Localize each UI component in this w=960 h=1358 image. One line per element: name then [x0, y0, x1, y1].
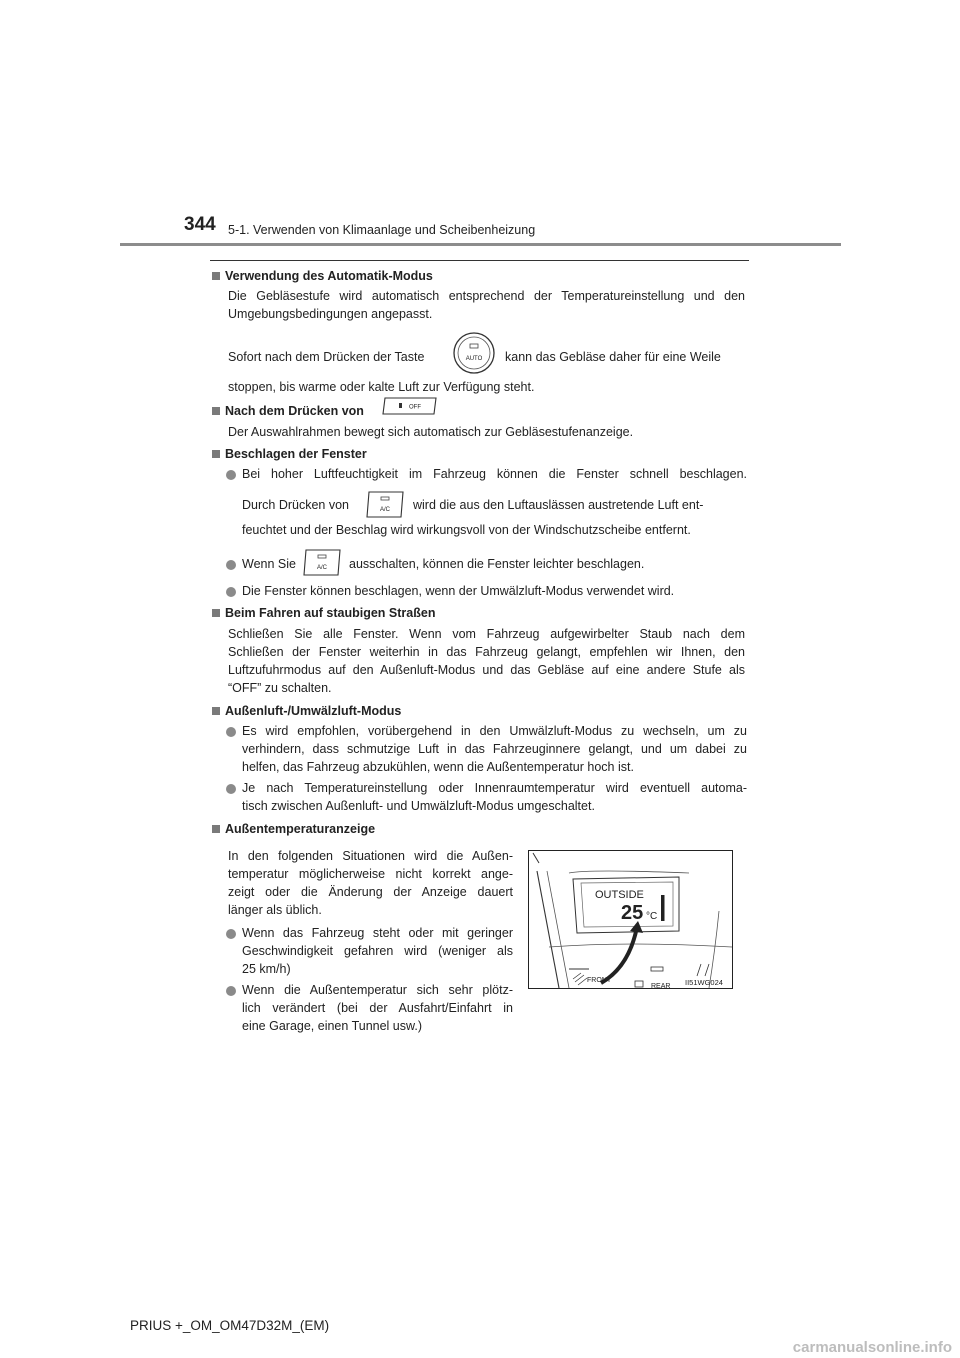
fog-text-2b: wird die aus den Luftauslässen austretende Luft ent-	[413, 498, 704, 512]
off-button-icon	[381, 395, 439, 417]
auto-button-icon	[452, 331, 496, 375]
ac-button-label: A/C	[379, 507, 391, 513]
header-divider	[120, 243, 841, 246]
heading-fog: Beschlagen der Fenster	[212, 446, 367, 464]
outside-temperature-figure	[528, 850, 733, 989]
figure-front-label: FRONT	[587, 977, 612, 984]
off-text: Der Auswahlrahmen bewegt sich automatisch zur Gebläsestufenanzeige.	[228, 425, 634, 439]
heading-off: Nach dem Drücken von	[212, 403, 364, 421]
dust-text-2: Schließen der Fenster weiterhin in das Fahrzeug gelangt, empfehlen wir Ihnen, den	[228, 645, 745, 659]
recirc-text-4: Je nach Temperatureinstellung oder Innenraumtemperatur wird eventuell automa-	[242, 781, 747, 795]
content-divider	[210, 260, 749, 261]
figure-rear-label: REAR	[651, 983, 671, 988]
heading-dust: Beim Fahren auf staubigen Straßen	[212, 605, 435, 623]
recirc-text-5: tisch zwischen Außenluft- und Umwälzluft-Modus umgeschaltet.	[242, 799, 595, 813]
fog-text-5: Die Fenster können beschlagen, wenn der Umwälzluft-Modus verwendet wird.	[242, 584, 675, 598]
square-bullet-icon	[212, 407, 220, 415]
dust-text-4: “OFF” zu schalten.	[228, 681, 332, 695]
figure-temperature-unit: °C	[646, 911, 658, 922]
recirc-text-2: verhindern, dass schmutzige Luft in das Fahrzeuginnere gelangt, und um dabei zu	[242, 742, 747, 756]
auto-text-3a: Sofort nach dem Drücken der Taste	[228, 350, 425, 364]
footer-model: PRIUS +_OM_OM47D32M_(EM)	[130, 1318, 330, 1333]
figure-outside-label: OUTSIDE	[595, 889, 644, 901]
temp-text-2: temperatur möglicherweise nicht korrekt ange-	[228, 867, 513, 881]
temp-text-10: eine Garage, einen Tunnel usw.)	[242, 1019, 422, 1033]
fog-text-3: feuchtet und der Beschlag wird wirkungsvoll von der Windschutzscheibe entfernt.	[242, 523, 691, 537]
square-bullet-icon	[212, 272, 220, 280]
round-bullet-icon	[226, 727, 236, 737]
recirc-text-1: Es wird empfohlen, vorübergehend in den Umwälzluft-Modus zu wechseln, um zu	[242, 724, 747, 738]
auto-text-4: stoppen, bis warme oder kalte Luft zur Verfügung steht.	[228, 380, 535, 394]
section-title: 5-1. Verwenden von Klimaanlage und Scheibenheizung	[228, 223, 536, 237]
temp-text-6: Geschwindigkeit gefahren wird (weniger als	[242, 944, 513, 958]
off-button-label: OFF	[409, 404, 421, 411]
fog-text-2a: Durch Drücken von	[242, 498, 349, 512]
fog-text-1: Bei hoher Luftfeuchtigkeit im Fahrzeug können die Fenster schnell beschlagen.	[242, 467, 747, 481]
watermark[interactable]: carmanualsonline.info	[792, 1339, 952, 1356]
square-bullet-icon	[212, 825, 220, 833]
dust-text-1: Schließen Sie alle Fenster. Wenn vom Fahrzeug aufgewirbelter Staub nach dem	[228, 627, 745, 641]
auto-text-3b: kann das Gebläse daher für eine Weile	[505, 350, 721, 364]
figure-temperature-value: 25	[621, 902, 644, 924]
auto-text-1: Die Gebläsestufe wird automatisch entsprechend der Temperatureinstellung und den	[228, 289, 745, 303]
temp-text-9: lich verändert (bei der Ausfahrt/Einfahrt in	[242, 1001, 513, 1015]
round-bullet-icon	[226, 470, 236, 480]
figure-code: II51WG024	[685, 978, 723, 987]
auto-text-2: Umgebungsbedingungen angepasst.	[228, 307, 433, 321]
temp-text-1: In den folgenden Situationen wird die Außen-	[228, 849, 513, 863]
ac-button-icon	[365, 490, 405, 520]
recirc-text-3: helfen, das Fahrzeug abzukühlen, wenn die Außentemperatur hoch ist.	[242, 760, 634, 774]
heading-recirc: Außenluft-/Umwälzluft-Modus	[212, 703, 401, 721]
temp-text-4: länger als üblich.	[228, 903, 322, 917]
page-number: 344	[184, 214, 216, 235]
temp-text-5: Wenn das Fahrzeug steht oder mit geringer	[242, 926, 513, 940]
round-bullet-icon	[226, 929, 236, 939]
square-bullet-icon	[212, 609, 220, 617]
round-bullet-icon	[226, 784, 236, 794]
ac-button-label: A/C	[316, 565, 328, 571]
square-bullet-icon	[212, 450, 220, 458]
heading-temp: Außentemperaturanzeige	[212, 821, 375, 839]
heading-auto: Verwendung des Automatik-Modus	[212, 268, 433, 286]
fog-text-4b: ausschalten, können die Fenster leichter beschlagen.	[349, 557, 645, 571]
round-bullet-icon	[226, 587, 236, 597]
temp-text-7: 25 km/h)	[242, 962, 291, 976]
dust-text-3: Luftzufuhrmodus auf den Außenluft-Modus und das Gebläse auf eine andere Stufe als	[228, 663, 745, 677]
temp-text-8: Wenn die Außentemperatur sich sehr plötz-	[242, 983, 513, 997]
auto-button-label: AUTO	[465, 356, 483, 362]
round-bullet-icon	[226, 560, 236, 570]
square-bullet-icon	[212, 707, 220, 715]
round-bullet-icon	[226, 986, 236, 996]
temp-text-3: zeigt oder die Änderung der Anzeige dauert	[228, 885, 513, 899]
fog-text-4a: Wenn Sie	[242, 557, 296, 571]
ac-button-icon	[302, 548, 342, 578]
